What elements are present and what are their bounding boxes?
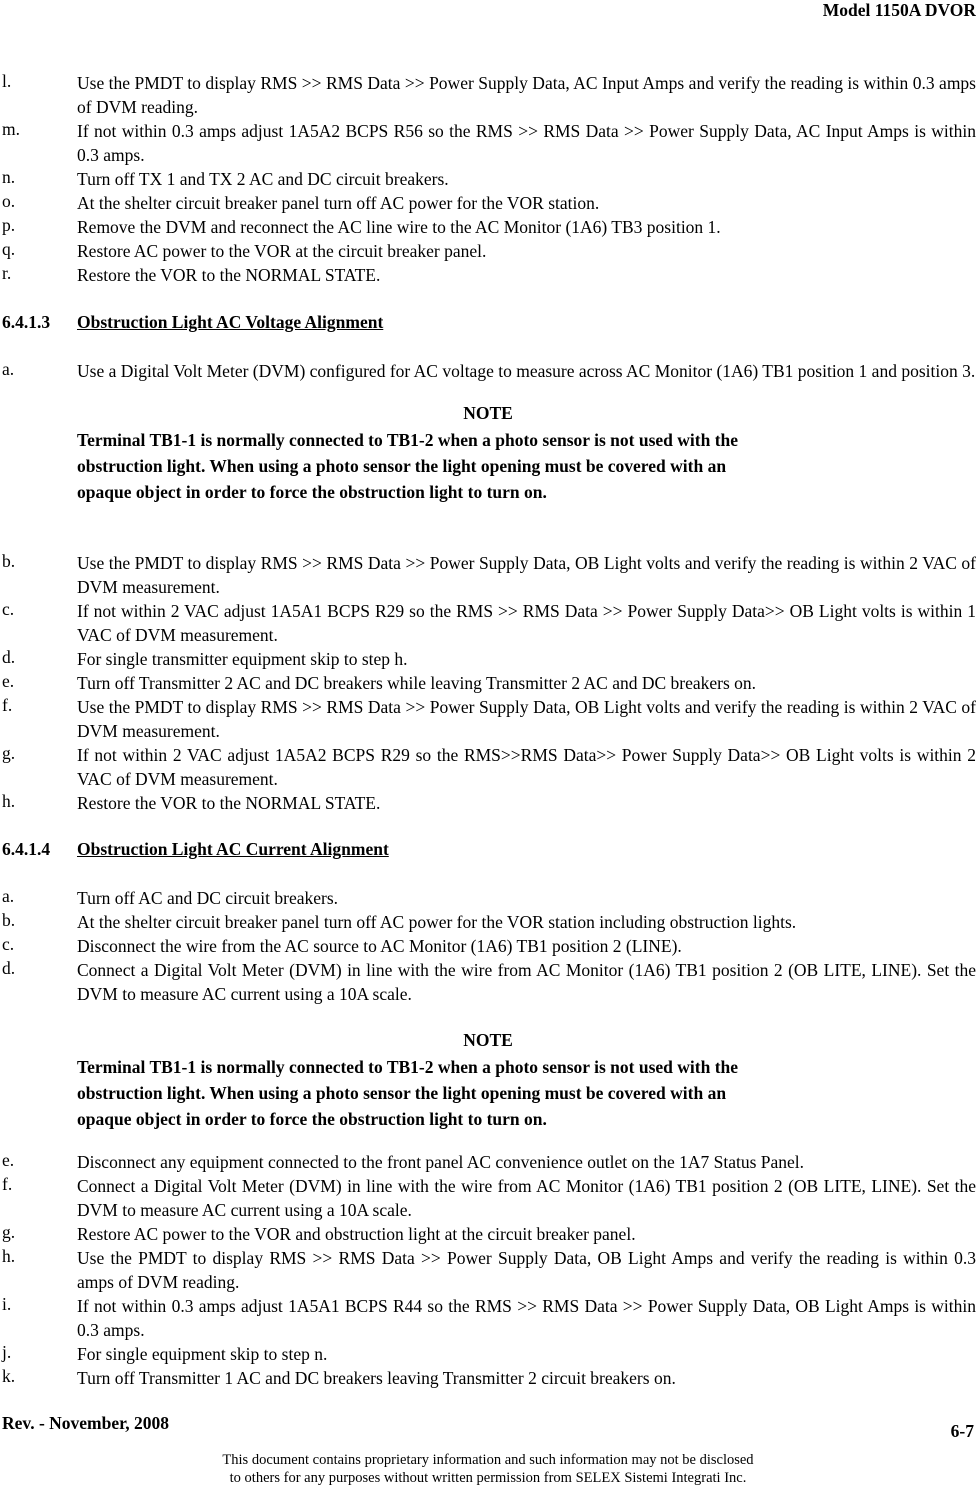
document-header-title: Model 1150A DVOR	[822, 0, 976, 20]
item-text: At the shelter circuit breaker panel turn off AC power for the VOR station.	[77, 193, 600, 213]
item-label: d.	[2, 958, 16, 978]
item-label: a.	[2, 886, 15, 906]
item-label: c.	[2, 934, 15, 954]
item-text: Turn off Transmitter 2 AC and DC breakers while leaving Transmitter 2 AC and DC breakers on.	[77, 673, 757, 693]
item-text: Connect a Digital Volt Meter (DVM) in line with the wire from AC Monitor (1A6) TB1 position 2 (OB LITE, LINE). Set the DVM to measure AC current using a 10A scale.	[77, 1176, 976, 1220]
item-label: j.	[2, 1342, 12, 1362]
item-label: g.	[2, 1222, 16, 1242]
note-line: opaque object in order to force the obstruction light to turn on.	[77, 1109, 547, 1129]
item-label: k.	[2, 1366, 16, 1386]
note-title: NOTE	[463, 1030, 513, 1050]
item-label: i.	[2, 1294, 12, 1314]
note-body	[77, 427, 877, 505]
item-label: b.	[2, 551, 16, 571]
item-text: At the shelter circuit breaker panel turn off AC power for the VOR station including obstruction lights.	[77, 912, 797, 932]
item-text: Turn off AC and DC circuit breakers.	[77, 888, 339, 908]
note-title: NOTE	[463, 403, 513, 423]
item-text: If not within 0.3 amps adjust 1A5A2 BCPS R56 so the RMS >> RMS Data >> Power Supply Data, AC Input Amps is within 0.3 amps.	[77, 121, 976, 165]
item-label: m.	[2, 119, 20, 139]
item-text: Use the PMDT to display RMS >> RMS Data >> Power Supply Data, AC Input Amps and verify the reading is within 0.3 amps of DVM reading.	[77, 73, 976, 117]
page-number: 6-7	[950, 1421, 974, 1441]
item-label: e.	[2, 1150, 15, 1170]
item-label: n.	[2, 167, 16, 187]
section-number: 6.4.1.3	[2, 312, 51, 332]
item-text: If not within 2 VAC adjust 1A5A1 BCPS R29 so the RMS >> RMS Data >> Power Supply Data>> OB Light volts is within 1 VAC of DVM measurement.	[77, 601, 976, 645]
item-label: h.	[2, 1246, 16, 1266]
item-text: Restore the VOR to the NORMAL STATE.	[77, 793, 381, 813]
section-heading	[2, 839, 389, 860]
section-title: Obstruction Light AC Current Alignment	[77, 839, 389, 859]
item-label: g.	[2, 743, 16, 763]
item-label: b.	[2, 910, 16, 930]
item-text: Turn off Transmitter 1 AC and DC breakers leaving Transmitter 2 circuit breakers on.	[77, 1368, 676, 1388]
proprietary-notice	[0, 1451, 976, 1487]
item-text: If not within 2 VAC adjust 1A5A2 BCPS R29 so the RMS>>RMS Data>> Power Supply Data>> OB Light volts is within 2 VAC of DVM measurement.	[77, 745, 976, 789]
item-label: h.	[2, 791, 16, 811]
item-label: e.	[2, 671, 15, 691]
item-label: f.	[2, 1174, 13, 1194]
note-body	[77, 1054, 877, 1132]
item-text: Disconnect the wire from the AC source to AC Monitor (1A6) TB1 position 2 (LINE).	[77, 936, 682, 956]
item-text: Use the PMDT to display RMS >> RMS Data >> Power Supply Data, OB Light Amps and verify the reading is within 0.3 amps of DVM reading.	[77, 1248, 976, 1292]
notice-line: This document contains proprietary information and such information may not be disclosed	[222, 1452, 754, 1468]
item-text: Use the PMDT to display RMS >> RMS Data >> Power Supply Data, OB Light volts and verify the reading is within 2 VAC of DVM measurement.	[77, 553, 976, 597]
item-label: l.	[2, 71, 12, 91]
item-text: Use a Digital Volt Meter (DVM) configured for AC voltage to measure across AC Monitor (1A6) TB1 position 1 and position 3.	[77, 361, 976, 381]
item-label: d.	[2, 647, 16, 667]
item-text: Remove the DVM and reconnect the AC line wire to the AC Monitor (1A6) TB3 position 1.	[77, 217, 721, 237]
note-line: Terminal TB1-1 is normally connected to TB1-2 when a photo sensor is not used with the	[77, 430, 739, 450]
item-text: Connect a Digital Volt Meter (DVM) in line with the wire from AC Monitor (1A6) TB1 position 2 (OB LITE, LINE). Set the DVM to measure AC current using a 10A scale.	[77, 960, 976, 1004]
note-line: Terminal TB1-1 is normally connected to TB1-2 when a photo sensor is not used with the	[77, 1057, 739, 1077]
note-line: obstruction light. When using a photo sensor the light opening must be covered with an	[77, 1083, 727, 1103]
item-label: f.	[2, 695, 13, 715]
item-text: Restore AC power to the VOR at the circuit breaker panel.	[77, 241, 487, 261]
item-text: For single equipment skip to step n.	[77, 1344, 328, 1364]
item-label: o.	[2, 191, 16, 211]
note-line: opaque object in order to force the obstruction light to turn on.	[77, 482, 547, 502]
section-heading	[2, 312, 383, 333]
item-text: Disconnect any equipment connected to the front panel AC convenience outlet on the 1A7 Status Panel.	[77, 1152, 805, 1172]
item-label: p.	[2, 215, 16, 235]
item-text: Turn off TX 1 and TX 2 AC and DC circuit breakers.	[77, 169, 449, 189]
revision-date: Rev. - November, 2008	[2, 1413, 170, 1433]
note-line: obstruction light. When using a photo sensor the light opening must be covered with an	[77, 456, 727, 476]
item-label: c.	[2, 599, 15, 619]
item-text: Restore the VOR to the NORMAL STATE.	[77, 265, 381, 285]
section-number: 6.4.1.4	[2, 839, 51, 859]
item-label: q.	[2, 239, 16, 259]
item-text: Restore AC power to the VOR and obstruction light at the circuit breaker panel.	[77, 1224, 636, 1244]
item-label: r.	[2, 263, 12, 283]
item-text: If not within 0.3 amps adjust 1A5A1 BCPS R44 so the RMS >> RMS Data >> Power Supply Data, OB Light Amps is within 0.3 amps.	[77, 1296, 976, 1340]
item-text: Use the PMDT to display RMS >> RMS Data >> Power Supply Data, OB Light volts and verify the reading is within 2 VAC of DVM measurement.	[77, 697, 976, 741]
item-text: For single transmitter equipment skip to step h.	[77, 649, 408, 669]
item-label: a.	[2, 359, 15, 379]
section-title: Obstruction Light AC Voltage Alignment	[77, 312, 384, 332]
notice-line: to others for any purposes without written permission from SELEX Sistemi Integrati Inc.	[229, 1470, 747, 1486]
